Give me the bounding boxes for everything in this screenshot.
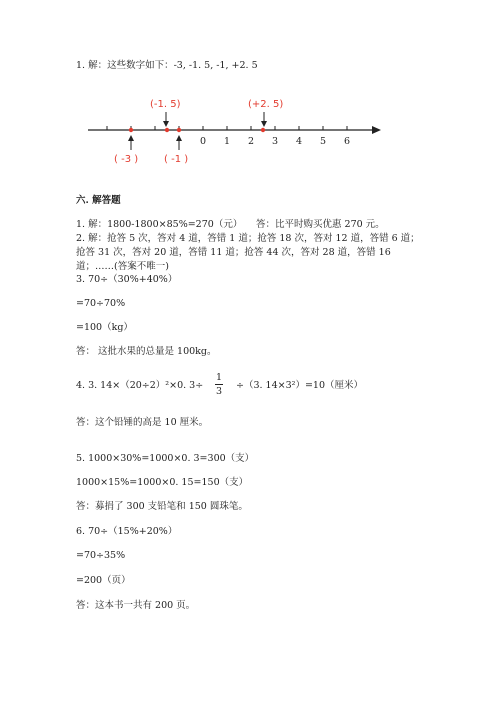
a4-fraction-bar	[215, 384, 223, 385]
tick-label-2: 2	[248, 136, 255, 147]
down-arrows	[163, 112, 267, 127]
a6-answer: 答：这本书一共有 200 页。	[76, 600, 196, 611]
a1-answer: 答：比平时购买优惠 270 元。	[256, 219, 385, 230]
a4-fraction-numerator: 1	[215, 372, 223, 383]
a3-line-1: 3. 70÷（30%+40%）	[76, 274, 178, 285]
callout-minus-1: ( -1 )	[164, 154, 189, 165]
a5-answer: 答：募捐了 300 支铅笔和 150 圆珠笔。	[76, 501, 248, 512]
a6-line-1: 6. 70÷（15%+20%）	[76, 526, 178, 537]
a6-line-2: =70÷35%	[76, 550, 126, 561]
tick-label-6: 6	[344, 136, 351, 147]
a4-answer: 答：这个铅锤的高是 10 厘米。	[76, 417, 209, 428]
a2-line-2: 抢答 31 次，答对 20 道，答错 11 道；抢答 44 次，答对 28 道，答错 16	[76, 247, 391, 258]
a2-line-3: 道；……(答案不唯一)	[76, 261, 169, 272]
a4-right: ÷（3. 14×3²）=10（厘米）	[236, 380, 363, 391]
callout-minus-1-5: (-1. 5)	[150, 99, 181, 110]
q1-answer-line: 1. 解：这些数字如下：-3, -1. 5, -1, +2. 5	[76, 60, 258, 71]
tick-label-0: 0	[200, 136, 207, 147]
a4-fraction	[212, 372, 226, 397]
a1-equation: 1. 解：1800-1800×85%=270（元）	[76, 219, 243, 230]
section-title: 六. 解答题	[76, 195, 121, 206]
a6-line-3: =200（页）	[76, 575, 131, 586]
a2-line-1: 2. 解：抢答 5 次，答对 4 道，答错 1 道；抢答 18 次，答对 12 道，答错 6 道；	[76, 233, 420, 244]
tick-label-5: 5	[320, 136, 327, 147]
a5-line-2: 1000×15%=1000×0. 15=150（支）	[76, 477, 249, 488]
a4-left: 4. 3. 14×（20÷2）²×0. 3÷	[76, 380, 204, 391]
tick-label-4: 4	[296, 136, 303, 147]
tick-label-3: 3	[272, 136, 279, 147]
a4-fraction-denominator: 3	[215, 386, 223, 397]
tick-label-1: 1	[224, 136, 231, 147]
a3-answer: 答： 这批水果的总量是 100kg。	[76, 346, 217, 357]
a5-line-1: 5. 1000×30%=1000×0. 3=300（支）	[76, 453, 255, 464]
a3-line-3: =100（kg）	[76, 322, 133, 333]
a3-line-2: =70÷70%	[76, 298, 126, 309]
callout-minus-3: ( -3 )	[114, 154, 139, 165]
up-arrows	[128, 135, 182, 150]
callout-plus-2-5: (+2. 5)	[248, 99, 284, 110]
